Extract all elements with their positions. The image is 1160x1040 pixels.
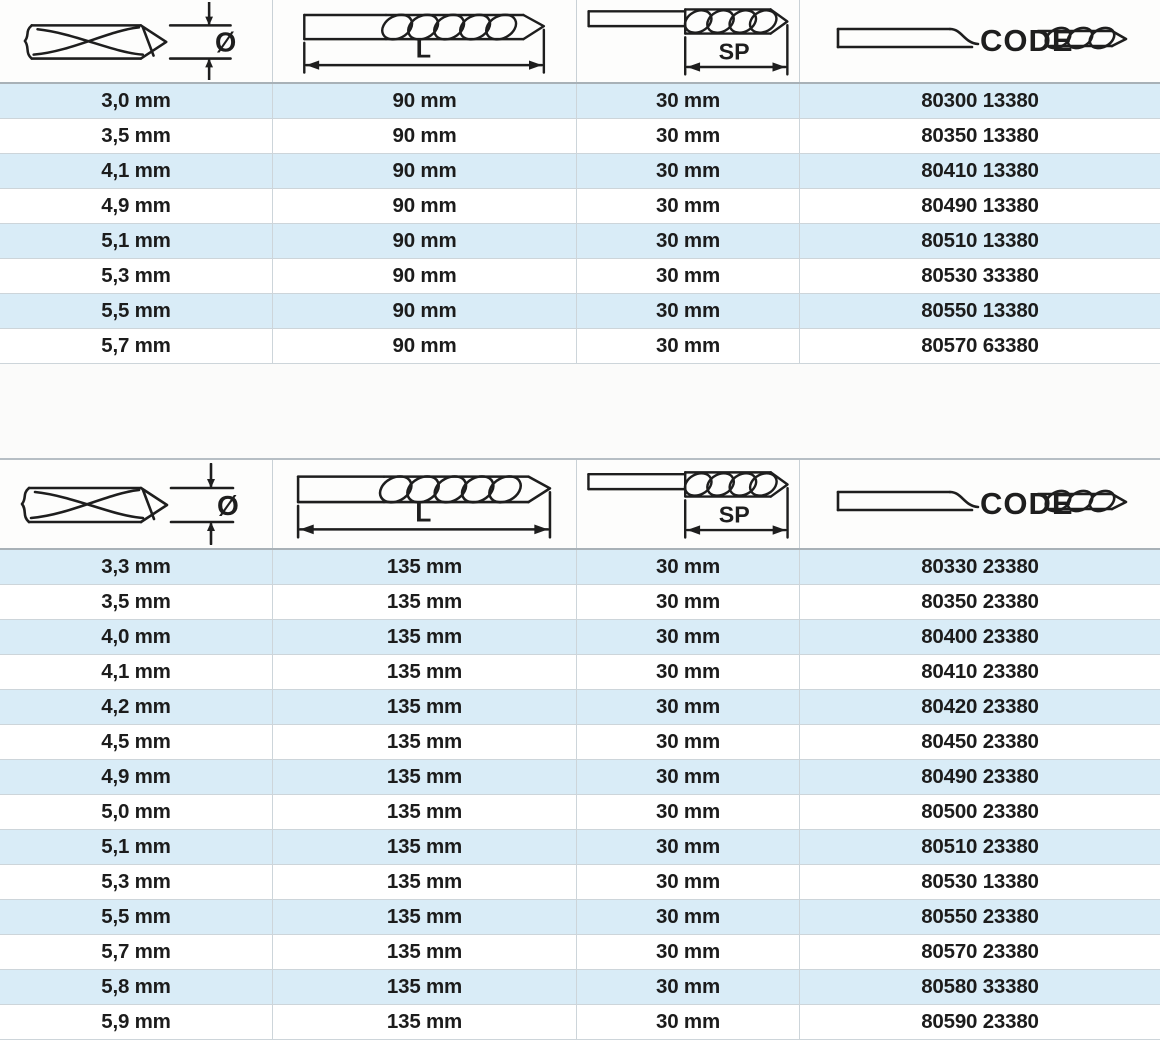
spiral-cell: 30 mm bbox=[577, 585, 800, 619]
code-cell: 80350 13380 bbox=[921, 124, 1039, 147]
code-cell: 80410 13380 bbox=[921, 159, 1039, 182]
spiral-cell: 30 mm bbox=[577, 294, 800, 328]
code-header-cell bbox=[800, 0, 1160, 82]
diameter-cell: 5,9 mm bbox=[0, 1005, 273, 1039]
drill-spiral-icon bbox=[581, 463, 795, 545]
diameter-cell: 3,5 mm bbox=[0, 119, 273, 153]
table-row bbox=[0, 259, 1160, 294]
drill-diameter-icon bbox=[11, 463, 261, 545]
diameter-symbol-label: Ø bbox=[214, 26, 237, 58]
diameter-cell: 4,2 mm bbox=[0, 690, 273, 724]
drill-spiral-icon bbox=[581, 2, 795, 80]
table-row bbox=[0, 84, 1160, 119]
table-row bbox=[0, 1005, 1160, 1040]
spiral-cell: 30 mm bbox=[577, 725, 800, 759]
spiral-cell: 30 mm bbox=[577, 1005, 800, 1039]
length-cell: 90 mm bbox=[273, 154, 577, 188]
length-cell: 90 mm bbox=[273, 189, 577, 223]
code-cell: 80530 13380 bbox=[921, 870, 1039, 893]
spiral-cell: 30 mm bbox=[577, 655, 800, 689]
diameter-cell: 5,7 mm bbox=[0, 935, 273, 969]
drill-table-135mm bbox=[0, 458, 1160, 1040]
code-cell: 80550 13380 bbox=[921, 299, 1039, 322]
code-cell: 80490 23380 bbox=[921, 765, 1039, 788]
diameter-cell: 5,8 mm bbox=[0, 970, 273, 1004]
spiral-cell: 30 mm bbox=[577, 84, 800, 118]
diameter-cell: 3,5 mm bbox=[0, 585, 273, 619]
spiral-cell: 30 mm bbox=[577, 224, 800, 258]
spiral-header-cell bbox=[577, 0, 800, 82]
code-label: CODE bbox=[980, 23, 1074, 58]
length-cell: 135 mm bbox=[273, 900, 577, 934]
table-row bbox=[0, 655, 1160, 690]
length-cell: 90 mm bbox=[273, 224, 577, 258]
diameter-cell: 5,5 mm bbox=[0, 294, 273, 328]
code-cell: 80490 13380 bbox=[921, 194, 1039, 217]
spiral-cell: 30 mm bbox=[577, 329, 800, 363]
diameter-cell: 5,1 mm bbox=[0, 830, 273, 864]
length-cell: 135 mm bbox=[273, 760, 577, 794]
table-body bbox=[0, 84, 1160, 364]
length-cell: 90 mm bbox=[273, 84, 577, 118]
spiral-cell: 30 mm bbox=[577, 690, 800, 724]
table-row bbox=[0, 795, 1160, 830]
code-cell: 80420 23380 bbox=[921, 695, 1039, 718]
spiral-cell: 30 mm bbox=[577, 970, 800, 1004]
length-cell: 135 mm bbox=[273, 550, 577, 584]
table-row bbox=[0, 690, 1160, 725]
spiral-cell: 30 mm bbox=[577, 865, 800, 899]
drill-code-icon bbox=[830, 475, 1130, 533]
spiral-cell: 30 mm bbox=[577, 154, 800, 188]
length-cell: 90 mm bbox=[273, 329, 577, 363]
length-cell: 135 mm bbox=[273, 795, 577, 829]
code-cell: 80530 33380 bbox=[921, 264, 1039, 287]
table-row bbox=[0, 224, 1160, 259]
code-cell: 80450 23380 bbox=[921, 730, 1039, 753]
spiral-cell: 30 mm bbox=[577, 760, 800, 794]
length-cell: 135 mm bbox=[273, 690, 577, 724]
code-cell: 80330 23380 bbox=[921, 555, 1039, 578]
length-cell: 135 mm bbox=[273, 935, 577, 969]
length-cell: 90 mm bbox=[273, 119, 577, 153]
diameter-header-cell bbox=[0, 460, 273, 548]
drill-table-90mm bbox=[0, 0, 1160, 364]
spiral-header-cell bbox=[577, 460, 800, 548]
diameter-header-cell bbox=[0, 0, 273, 82]
table-body bbox=[0, 550, 1160, 1040]
length-cell: 135 mm bbox=[273, 725, 577, 759]
length-cell: 135 mm bbox=[273, 655, 577, 689]
code-cell: 80590 23380 bbox=[921, 1010, 1039, 1033]
table-row bbox=[0, 900, 1160, 935]
table-separator bbox=[0, 364, 1160, 458]
length-cell: 90 mm bbox=[273, 259, 577, 293]
spiral-cell: 30 mm bbox=[577, 830, 800, 864]
diameter-cell: 4,0 mm bbox=[0, 620, 273, 654]
length-label: L bbox=[415, 35, 431, 64]
diameter-cell: 5,3 mm bbox=[0, 259, 273, 293]
code-cell: 80350 23380 bbox=[921, 590, 1039, 613]
table-row bbox=[0, 725, 1160, 760]
length-label: L bbox=[414, 497, 431, 528]
table-row bbox=[0, 294, 1160, 329]
code-cell: 80410 23380 bbox=[921, 660, 1039, 683]
diameter-cell: 3,0 mm bbox=[0, 84, 273, 118]
code-cell: 80400 23380 bbox=[921, 625, 1039, 648]
table-row bbox=[0, 585, 1160, 620]
diameter-symbol-label: Ø bbox=[217, 490, 239, 521]
code-cell: 80570 23380 bbox=[921, 940, 1039, 963]
code-cell: 80510 13380 bbox=[921, 229, 1039, 252]
code-header-cell bbox=[800, 460, 1160, 548]
code-cell: 80580 33380 bbox=[921, 975, 1039, 998]
table-row bbox=[0, 830, 1160, 865]
diameter-cell: 4,1 mm bbox=[0, 655, 273, 689]
spiral-cell: 30 mm bbox=[577, 900, 800, 934]
diameter-cell: 5,7 mm bbox=[0, 329, 273, 363]
length-cell: 135 mm bbox=[273, 970, 577, 1004]
diameter-cell: 5,0 mm bbox=[0, 795, 273, 829]
table-header bbox=[0, 0, 1160, 84]
table-row bbox=[0, 970, 1160, 1005]
spiral-cell: 30 mm bbox=[577, 259, 800, 293]
spiral-cell: 30 mm bbox=[577, 620, 800, 654]
spiral-cell: 30 mm bbox=[577, 935, 800, 969]
table-row bbox=[0, 119, 1160, 154]
length-cell: 135 mm bbox=[273, 1005, 577, 1039]
code-cell: 80510 23380 bbox=[921, 835, 1039, 858]
code-cell: 80300 13380 bbox=[921, 89, 1039, 112]
table-row bbox=[0, 154, 1160, 189]
diameter-cell: 5,3 mm bbox=[0, 865, 273, 899]
code-label: CODE bbox=[980, 486, 1074, 521]
length-cell: 90 mm bbox=[273, 294, 577, 328]
drill-code-icon bbox=[830, 12, 1130, 70]
table-row bbox=[0, 935, 1160, 970]
diameter-cell: 5,1 mm bbox=[0, 224, 273, 258]
diameter-cell: 5,5 mm bbox=[0, 900, 273, 934]
spiral-label: SP bbox=[718, 38, 750, 65]
code-cell: 80550 23380 bbox=[921, 905, 1039, 928]
diameter-cell: 3,3 mm bbox=[0, 550, 273, 584]
spiral-cell: 30 mm bbox=[577, 795, 800, 829]
length-cell: 135 mm bbox=[273, 620, 577, 654]
table-row bbox=[0, 760, 1160, 795]
code-cell: 80500 23380 bbox=[921, 800, 1039, 823]
length-cell: 135 mm bbox=[273, 830, 577, 864]
length-cell: 135 mm bbox=[273, 865, 577, 899]
drill-diameter-icon bbox=[11, 2, 261, 80]
drill-length-icon bbox=[283, 2, 567, 80]
drill-length-icon bbox=[283, 463, 567, 545]
diameter-cell: 4,1 mm bbox=[0, 154, 273, 188]
diameter-cell: 4,5 mm bbox=[0, 725, 273, 759]
table-row bbox=[0, 865, 1160, 900]
length-header-cell bbox=[273, 0, 577, 82]
table-row bbox=[0, 329, 1160, 364]
table-row bbox=[0, 620, 1160, 655]
spiral-cell: 30 mm bbox=[577, 189, 800, 223]
spiral-cell: 30 mm bbox=[577, 119, 800, 153]
diameter-cell: 4,9 mm bbox=[0, 760, 273, 794]
table-header bbox=[0, 458, 1160, 550]
spiral-label: SP bbox=[718, 501, 750, 528]
diameter-cell: 4,9 mm bbox=[0, 189, 273, 223]
table-row bbox=[0, 189, 1160, 224]
table-row bbox=[0, 550, 1160, 585]
length-cell: 135 mm bbox=[273, 585, 577, 619]
spiral-cell: 30 mm bbox=[577, 550, 800, 584]
length-header-cell bbox=[273, 460, 577, 548]
code-cell: 80570 63380 bbox=[921, 334, 1039, 357]
